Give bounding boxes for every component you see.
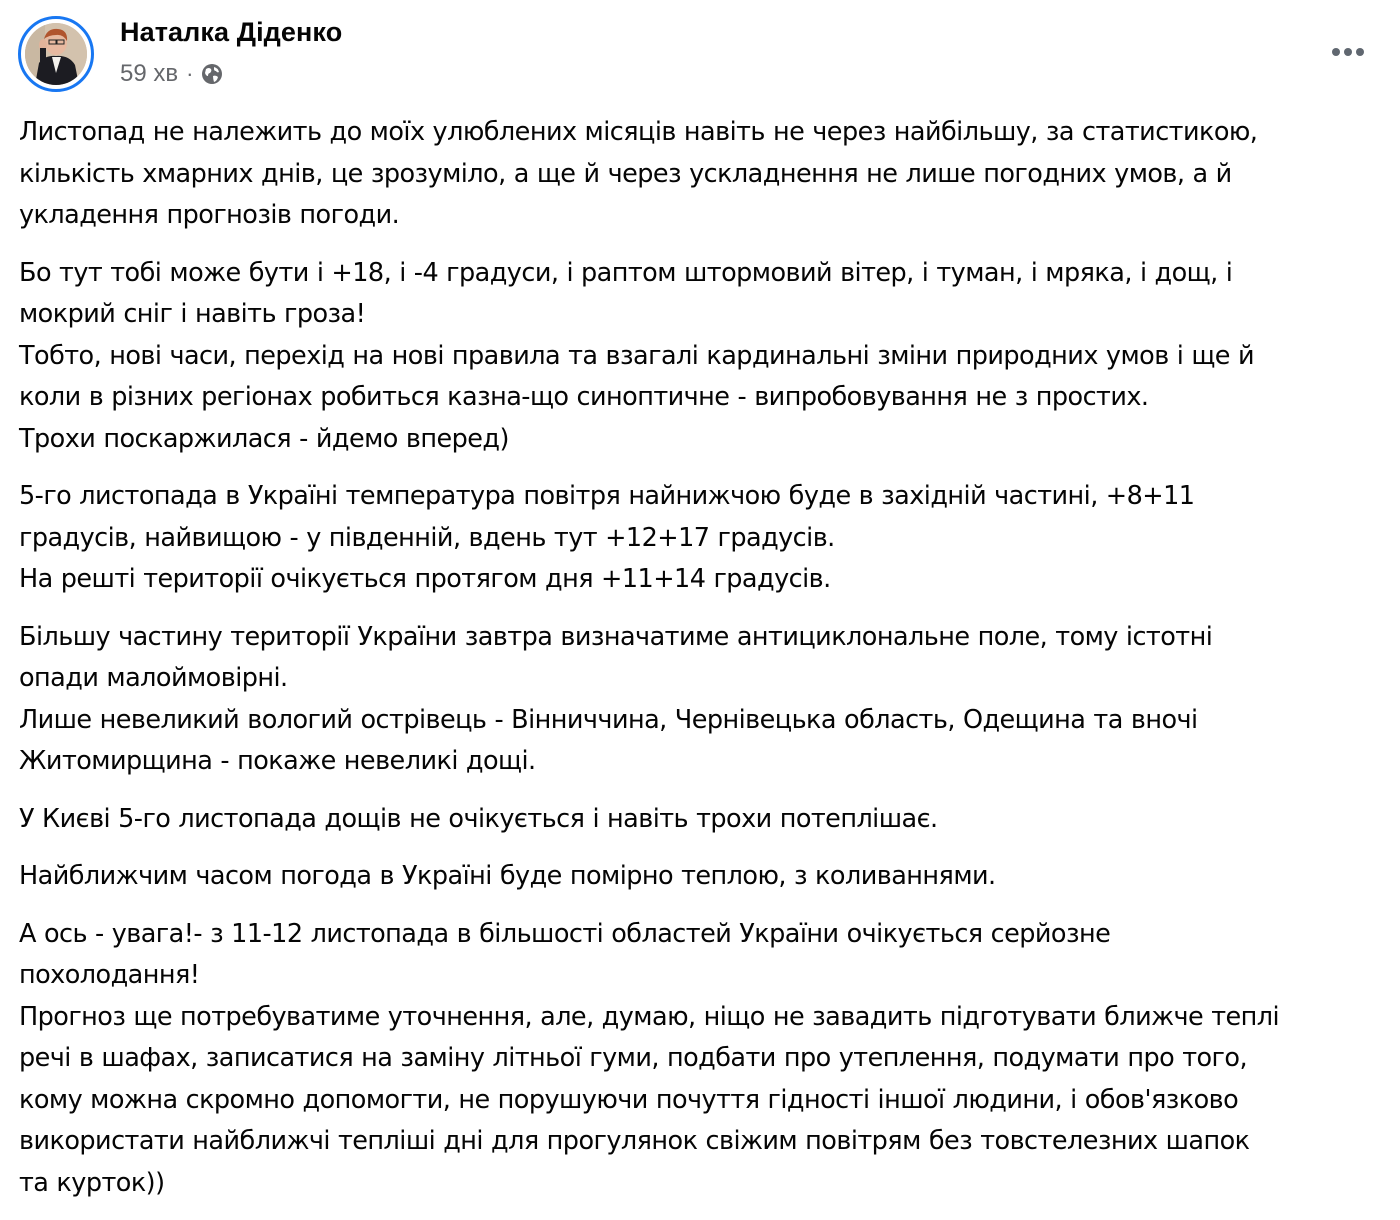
- post-meta: [120, 60, 223, 88]
- post-paragraph: [19, 914, 1394, 1205]
- text-line: 5-го листопада в Україні температура повітря найнижчою буде в західній частині, +8+11: [19, 481, 1195, 511]
- post-header: [0, 0, 1400, 108]
- text-line: Лише невеликий вологий острівець - Вінниччина, Чернівецька область, Одещина та вночі: [19, 704, 1198, 735]
- text-line: укладення прогнозів погоди.: [19, 200, 400, 230]
- text-line: У Києві 5-го листопада дощів не очікується і навіть трохи потеплішає.: [19, 803, 938, 834]
- post-paragraph: [19, 476, 1394, 601]
- post-paragraph: [19, 617, 1394, 783]
- text-line: градусів, найвищою - у південній, вдень тут +12+17 градусів.: [19, 522, 835, 553]
- text-line: На решті території очікується протягом дня +11+14 градусів.: [19, 564, 831, 594]
- text-line: А ось - увага!- з 11-12 листопада в більшості областей України очікується серйозне: [19, 918, 1111, 949]
- text-line: Житомирщина - покаже невеликі дощі.: [19, 746, 536, 776]
- text-line: кількість хмарних днів, це зрозуміло, а ще й через ускладнення не лише погодних умов, а й: [19, 158, 1232, 189]
- text-line: та курток)): [19, 1167, 165, 1198]
- text-line: Листопад не належить до моїх улюблених місяців навіть не через найбільшу, за статистикою,: [19, 117, 1258, 147]
- avatar[interactable]: [25, 23, 87, 85]
- post-text: [19, 112, 1394, 1220]
- more-horizontal-icon: [1356, 48, 1364, 56]
- text-line: використати найближчі тепліші дні для прогулянок свіжим повітрям без товстелезних шапок: [19, 1126, 1250, 1156]
- more-horizontal-icon: [1332, 48, 1340, 56]
- avatar-photo-icon: [25, 23, 87, 85]
- text-line: кому можна скромно допомогти, не порушуючи почуття гідності іншої людини, і обов'язково: [19, 1084, 1239, 1115]
- author-name[interactable]: Наталка Діденко: [120, 17, 343, 47]
- more-horizontal-icon: [1344, 48, 1352, 56]
- text-line: Тобто, нові часи, перехід на нові правила та взагалі кардинальні зміни природних умов і ще й: [19, 340, 1255, 371]
- meta-separator: ·: [186, 61, 194, 86]
- text-line: мокрий сніг і навіть гроза!: [19, 299, 366, 329]
- text-line: опади малоймовірні.: [19, 663, 288, 693]
- post-paragraph: [19, 112, 1394, 237]
- avatar-story-ring[interactable]: [18, 16, 94, 92]
- text-line: речі в шафах, записатися на заміну літньої гуми, подбати про утеплення, подумати про того,: [19, 1043, 1248, 1073]
- text-line: Бо тут тобі може бути і +18, і -4 градуси, і раптом штормовий вітер, і туман, і мряка, і дощ, і: [19, 257, 1233, 288]
- more-options-button[interactable]: [1322, 32, 1374, 72]
- text-line: Більшу частину території України завтра визначатиме антициклональне поле, тому істотні: [19, 621, 1213, 652]
- post-paragraph: [19, 253, 1394, 461]
- globe-icon[interactable]: [201, 63, 223, 85]
- post-timestamp[interactable]: 59 хв: [120, 60, 179, 87]
- text-line: похолодання!: [19, 960, 200, 990]
- post-paragraph: [19, 799, 1394, 841]
- text-line: Найближчим часом погода в Україні буде помірно теплою, з коливаннями.: [19, 861, 996, 891]
- post-paragraph: [19, 856, 1394, 898]
- text-line: Прогноз ще потребуватиме уточнення, але, думаю, ніщо не завадить підготувати ближче теплі: [19, 1001, 1280, 1032]
- text-line: коли в різних регіонах робиться казна-що синоптичне - випробовування не з простих.: [19, 382, 1149, 412]
- text-line: Трохи поскаржилася - йдемо вперед): [19, 423, 509, 454]
